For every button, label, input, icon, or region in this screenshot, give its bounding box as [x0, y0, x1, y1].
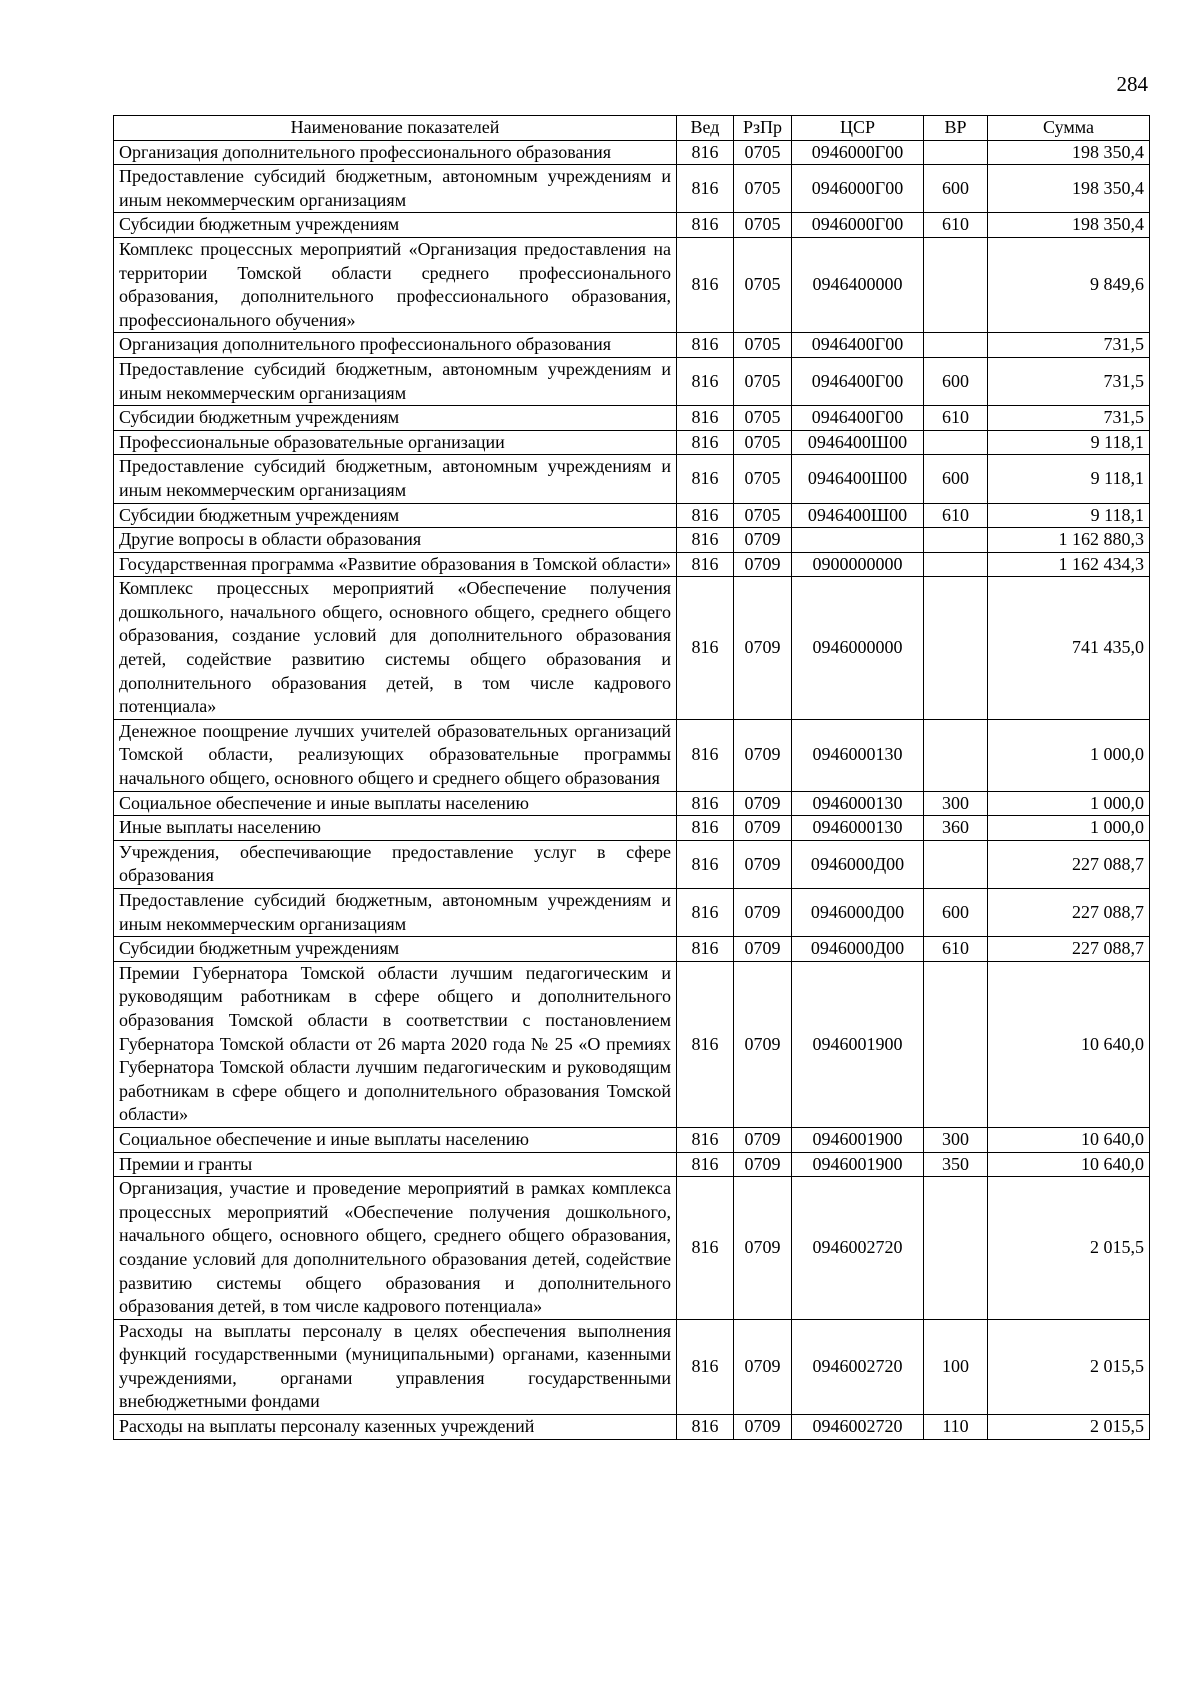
cell-name: Социальное обеспечение и иные выплаты населению	[114, 1127, 677, 1152]
cell-name: Иные выплаты населению	[114, 816, 677, 841]
cell-rzpr: 0709	[734, 889, 792, 937]
cell-sum: 9 118,1	[988, 503, 1150, 528]
table-row	[114, 816, 1150, 841]
cell-ved: 816	[677, 577, 734, 720]
cell-rzpr: 0705	[734, 455, 792, 503]
cell-rzpr: 0709	[734, 816, 792, 841]
table-row	[114, 1319, 1150, 1414]
cell-name: Расходы на выплаты персоналу в целях обеспечения выполнения функций государственными (муниципальными) органами, казенными учреждениями, органами управления государственными внебюджетными фондами	[114, 1319, 677, 1414]
cell-vr: 300	[924, 1127, 988, 1152]
cell-vr: 610	[924, 213, 988, 238]
cell-csr	[792, 528, 924, 553]
cell-name: Предоставление субсидий бюджетным, автономным учреждениям и иным некоммерческим организациям	[114, 455, 677, 503]
cell-vr	[924, 552, 988, 577]
table-row	[114, 791, 1150, 816]
cell-ved: 816	[677, 357, 734, 405]
header-ved: Вед	[677, 116, 734, 141]
table-body	[114, 140, 1150, 1439]
cell-name: Социальное обеспечение и иные выплаты населению	[114, 791, 677, 816]
cell-rzpr: 0709	[734, 1152, 792, 1177]
cell-ved: 816	[677, 333, 734, 358]
cell-csr: 0946000Г00	[792, 165, 924, 213]
cell-sum: 9 118,1	[988, 430, 1150, 455]
cell-csr: 0946000Д00	[792, 937, 924, 962]
cell-sum: 9 849,6	[988, 237, 1150, 332]
cell-sum: 10 640,0	[988, 1152, 1150, 1177]
cell-csr: 0946001900	[792, 1127, 924, 1152]
table-row	[114, 1152, 1150, 1177]
cell-ved: 816	[677, 165, 734, 213]
cell-vr: 350	[924, 1152, 988, 1177]
cell-name: Организация дополнительного профессионального образования	[114, 140, 677, 165]
cell-ved: 816	[677, 840, 734, 888]
cell-sum: 198 350,4	[988, 165, 1150, 213]
cell-vr	[924, 430, 988, 455]
cell-vr	[924, 333, 988, 358]
table-row	[114, 840, 1150, 888]
cell-name: Предоставление субсидий бюджетным, автономным учреждениям и иным некоммерческим организациям	[114, 889, 677, 937]
cell-vr: 100	[924, 1319, 988, 1414]
cell-csr: 0900000000	[792, 552, 924, 577]
cell-name: Организация, участие и проведение мероприятий в рамках комплекса процессных мероприятий «Обеспечение получения дошкольного, начального общего, основного общего, среднего общего образования, создание условий для дополнительного образования детей, содействие развитию системы общего образования и дополнительного образования детей, в том числе кадрового потенциала»	[114, 1177, 677, 1320]
table-row	[114, 455, 1150, 503]
cell-sum: 731,5	[988, 333, 1150, 358]
cell-vr: 360	[924, 816, 988, 841]
cell-sum: 1 162 434,3	[988, 552, 1150, 577]
cell-vr	[924, 140, 988, 165]
table-row	[114, 503, 1150, 528]
cell-name: Премии Губернатора Томской области лучшим педагогическим и руководящим работникам в сфере общего и дополнительного образования Томской области в соответствии с постановлением Губернатора Томской области от 26 марта 2020 года № 25 «О премиях Губернатора Томской области лучшим педагогическим и руководящим работникам в сфере общего и дополнительного образования Томской области»	[114, 961, 677, 1127]
cell-name: Предоставление субсидий бюджетным, автономным учреждениям и иным некоммерческим организациям	[114, 357, 677, 405]
cell-vr: 610	[924, 937, 988, 962]
cell-name: Денежное поощрение лучших учителей образовательных организаций Томской области, реализующих образовательные программы начального общего, основного общего и среднего общего образования	[114, 719, 677, 791]
cell-ved: 816	[677, 406, 734, 431]
table-row	[114, 528, 1150, 553]
cell-ved: 816	[677, 961, 734, 1127]
table-row	[114, 937, 1150, 962]
header-name: Наименование показателей	[114, 116, 677, 141]
cell-ved: 816	[677, 791, 734, 816]
cell-name: Учреждения, обеспечивающие предоставление услуг в сфере образования	[114, 840, 677, 888]
cell-vr	[924, 719, 988, 791]
cell-vr	[924, 577, 988, 720]
budget-table	[113, 115, 1150, 1440]
cell-ved: 816	[677, 528, 734, 553]
cell-rzpr: 0705	[734, 140, 792, 165]
cell-name: Субсидии бюджетным учреждениям	[114, 503, 677, 528]
cell-rzpr: 0705	[734, 237, 792, 332]
cell-ved: 816	[677, 1177, 734, 1320]
cell-sum: 731,5	[988, 357, 1150, 405]
cell-csr: 0946002720	[792, 1415, 924, 1440]
cell-csr: 0946400Ш00	[792, 430, 924, 455]
cell-name: Другие вопросы в области образования	[114, 528, 677, 553]
table-row	[114, 165, 1150, 213]
cell-vr: 610	[924, 406, 988, 431]
cell-vr: 600	[924, 455, 988, 503]
cell-sum: 1 162 880,3	[988, 528, 1150, 553]
cell-csr: 0946000130	[792, 719, 924, 791]
cell-ved: 816	[677, 1319, 734, 1414]
cell-name: Субсидии бюджетным учреждениям	[114, 937, 677, 962]
cell-csr: 0946001900	[792, 1152, 924, 1177]
cell-sum: 227 088,7	[988, 840, 1150, 888]
cell-ved: 816	[677, 1415, 734, 1440]
cell-vr: 110	[924, 1415, 988, 1440]
cell-ved: 816	[677, 889, 734, 937]
cell-sum: 227 088,7	[988, 889, 1150, 937]
cell-csr: 0946002720	[792, 1177, 924, 1320]
cell-sum: 2 015,5	[988, 1319, 1150, 1414]
cell-csr: 0946000Д00	[792, 840, 924, 888]
cell-ved: 816	[677, 237, 734, 332]
cell-sum: 10 640,0	[988, 961, 1150, 1127]
cell-ved: 816	[677, 552, 734, 577]
cell-name: Субсидии бюджетным учреждениям	[114, 213, 677, 238]
cell-rzpr: 0705	[734, 503, 792, 528]
cell-rzpr: 0709	[734, 1177, 792, 1320]
cell-csr: 0946000Д00	[792, 889, 924, 937]
header-vr: ВР	[924, 116, 988, 141]
cell-rzpr: 0709	[734, 552, 792, 577]
cell-csr: 0946001900	[792, 961, 924, 1127]
cell-vr: 610	[924, 503, 988, 528]
cell-name: Расходы на выплаты персоналу казенных учреждений	[114, 1415, 677, 1440]
cell-rzpr: 0709	[734, 528, 792, 553]
cell-sum: 731,5	[988, 406, 1150, 431]
table-row	[114, 333, 1150, 358]
table-row	[114, 719, 1150, 791]
cell-vr	[924, 237, 988, 332]
cell-rzpr: 0709	[734, 577, 792, 720]
cell-ved: 816	[677, 213, 734, 238]
table-row	[114, 1177, 1150, 1320]
table-row	[114, 552, 1150, 577]
cell-ved: 816	[677, 1152, 734, 1177]
cell-sum: 198 350,4	[988, 213, 1150, 238]
table-row	[114, 237, 1150, 332]
cell-rzpr: 0705	[734, 357, 792, 405]
cell-csr: 0946400Г00	[792, 357, 924, 405]
cell-csr: 0946400000	[792, 237, 924, 332]
table-row	[114, 1415, 1150, 1440]
cell-name: Субсидии бюджетным учреждениям	[114, 406, 677, 431]
cell-vr: 300	[924, 791, 988, 816]
cell-sum: 227 088,7	[988, 937, 1150, 962]
table-row	[114, 577, 1150, 720]
cell-ved: 816	[677, 503, 734, 528]
cell-name: Премии и гранты	[114, 1152, 677, 1177]
cell-csr: 0946400Ш00	[792, 503, 924, 528]
cell-sum: 2 015,5	[988, 1177, 1150, 1320]
cell-name: Комплекс процессных мероприятий «Обеспечение получения дошкольного, начального общего, основного общего, среднего общего образования, создание условий для дополнительного образования детей, содействие развитию системы общего образования и дополнительного образования детей, в том числе кадрового потенциала»	[114, 577, 677, 720]
cell-name: Профессиональные образовательные организации	[114, 430, 677, 455]
header-rzpr: РзПр	[734, 116, 792, 141]
cell-vr	[924, 961, 988, 1127]
table-row	[114, 213, 1150, 238]
cell-name: Комплекс процессных мероприятий «Организация предоставления на территории Томской области среднего профессионального образования, дополнительного профессионального образования, профессионального обучения»	[114, 237, 677, 332]
cell-ved: 816	[677, 140, 734, 165]
table-row	[114, 357, 1150, 405]
cell-rzpr: 0709	[734, 1415, 792, 1440]
table-row	[114, 889, 1150, 937]
cell-sum: 2 015,5	[988, 1415, 1150, 1440]
cell-ved: 816	[677, 719, 734, 791]
cell-vr	[924, 1177, 988, 1320]
cell-rzpr: 0705	[734, 333, 792, 358]
cell-sum: 198 350,4	[988, 140, 1150, 165]
cell-vr: 600	[924, 357, 988, 405]
cell-rzpr: 0705	[734, 165, 792, 213]
cell-sum: 9 118,1	[988, 455, 1150, 503]
table-row	[114, 1127, 1150, 1152]
cell-rzpr: 0709	[734, 1127, 792, 1152]
cell-csr: 0946400Г00	[792, 333, 924, 358]
cell-rzpr: 0709	[734, 1319, 792, 1414]
cell-ved: 816	[677, 455, 734, 503]
cell-rzpr: 0709	[734, 937, 792, 962]
cell-vr: 600	[924, 889, 988, 937]
cell-vr: 600	[924, 165, 988, 213]
cell-csr: 0946002720	[792, 1319, 924, 1414]
cell-name: Государственная программа «Развитие образования в Томской области»	[114, 552, 677, 577]
cell-csr: 0946000130	[792, 791, 924, 816]
table-header-row	[114, 116, 1150, 141]
table-row	[114, 140, 1150, 165]
cell-rzpr: 0709	[734, 791, 792, 816]
cell-csr: 0946400Г00	[792, 406, 924, 431]
cell-rzpr: 0705	[734, 430, 792, 455]
cell-csr: 0946000Г00	[792, 213, 924, 238]
cell-sum: 10 640,0	[988, 1127, 1150, 1152]
cell-sum: 741 435,0	[988, 577, 1150, 720]
cell-csr: 0946000Г00	[792, 140, 924, 165]
table-row	[114, 406, 1150, 431]
cell-rzpr: 0705	[734, 406, 792, 431]
cell-name: Предоставление субсидий бюджетным, автономным учреждениям и иным некоммерческим организациям	[114, 165, 677, 213]
cell-sum: 1 000,0	[988, 791, 1150, 816]
cell-name: Организация дополнительного профессионального образования	[114, 333, 677, 358]
cell-rzpr: 0709	[734, 840, 792, 888]
cell-ved: 816	[677, 816, 734, 841]
cell-rzpr: 0709	[734, 961, 792, 1127]
cell-csr: 0946400Ш00	[792, 455, 924, 503]
cell-ved: 816	[677, 1127, 734, 1152]
table-row	[114, 961, 1150, 1127]
cell-csr: 0946000000	[792, 577, 924, 720]
header-sum: Сумма	[988, 116, 1150, 141]
cell-vr	[924, 840, 988, 888]
cell-csr: 0946000130	[792, 816, 924, 841]
cell-rzpr: 0705	[734, 213, 792, 238]
cell-ved: 816	[677, 937, 734, 962]
cell-sum: 1 000,0	[988, 816, 1150, 841]
cell-ved: 816	[677, 430, 734, 455]
cell-sum: 1 000,0	[988, 719, 1150, 791]
table-row	[114, 430, 1150, 455]
header-csr: ЦСР	[792, 116, 924, 141]
cell-vr	[924, 528, 988, 553]
page-number: 284	[1116, 72, 1148, 96]
cell-rzpr: 0709	[734, 719, 792, 791]
